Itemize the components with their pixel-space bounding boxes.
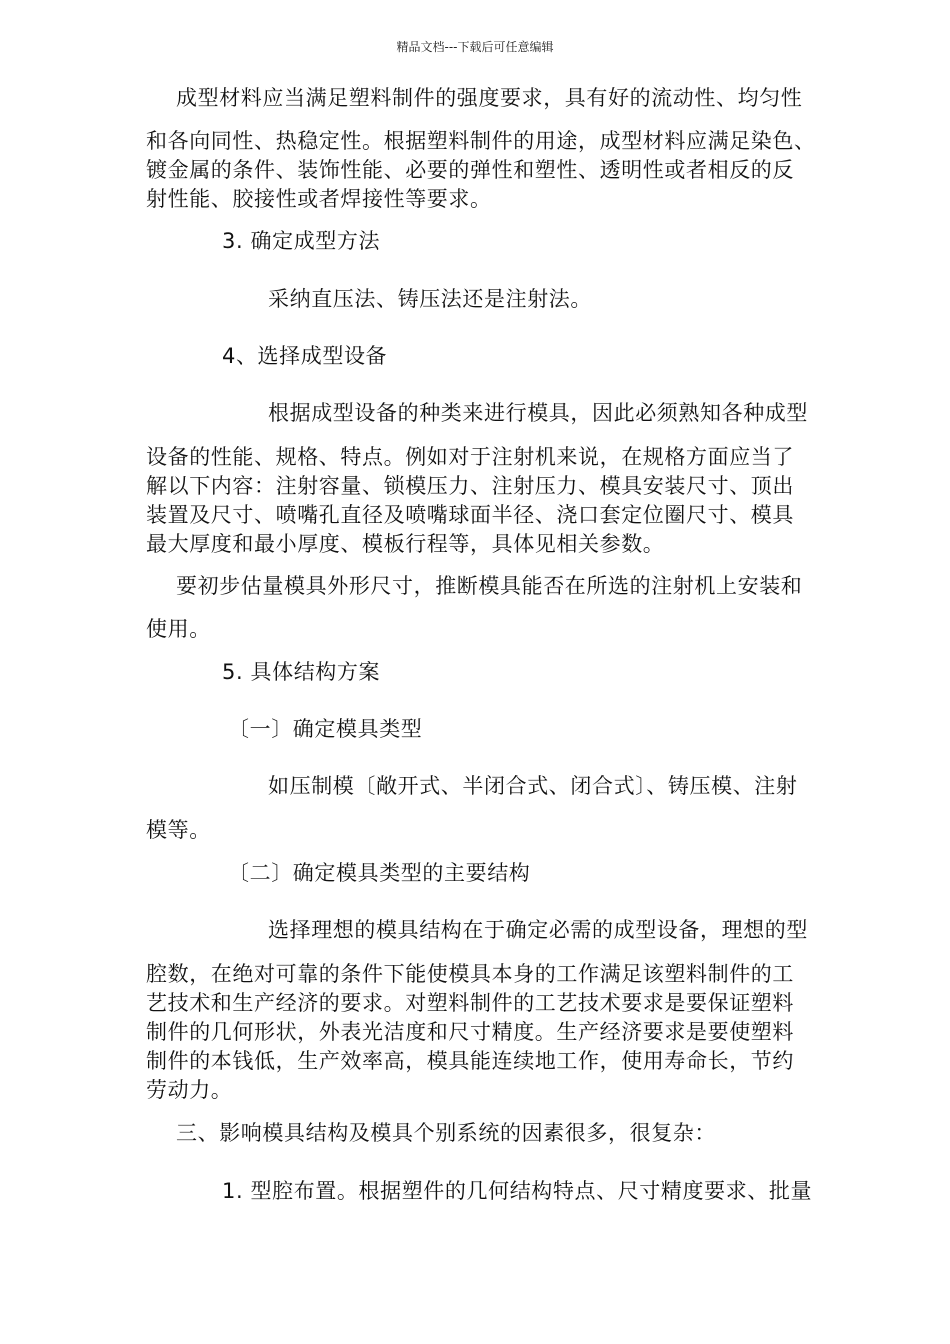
paragraph-line: 根据成型设备的种类来进行模具，因此必须熟知各种成型 — [268, 401, 808, 425]
paragraph-line: 腔数，在绝对可靠的条件下能使模具本身的工作满足该塑料制件的工 — [146, 962, 794, 986]
paragraph-line: 使用。 — [146, 617, 211, 641]
paragraph-line: 选择理想的模具结构在于确定必需的成型设备，理想的型 — [268, 918, 808, 942]
paragraph-line: 制件的本钱低，生产效率高，模具能连续地工作，使用寿命长，节约 — [146, 1049, 794, 1073]
paragraph-line: 制件的几何形状，外表光洁度和尺寸精度。生产经济要求是要使塑料 — [146, 1020, 794, 1044]
section-heading: 5. 具体结构方案 — [222, 660, 381, 684]
paragraph-line: 装置及尺寸、喷嘴孔直径及喷嘴球面半径、浇口套定位圈尺寸、模具 — [146, 503, 794, 527]
subsection-heading: 〔一〕确定模具类型 — [228, 717, 423, 741]
paragraph-line: 成型材料应当满足塑料制件的强度要求，具有好的流动性、均匀性 — [176, 86, 803, 110]
paragraph-line: 要初步估量模具外形尺寸，推断模具能否在所选的注射机上安装和 — [176, 574, 803, 598]
paragraph-line: 镀金属的条件、装饰性能、必要的弹性和塑性、透明性或者相反的反 — [146, 158, 794, 182]
paragraph-line: 最大厚度和最小厚度、模板行程等，具体见相关参数。 — [146, 532, 665, 556]
paragraph-line: 如压制模〔敞开式、半闭合式、闭合式〕、铸压模、注射 — [268, 774, 798, 798]
paragraph-line: 劳动力。 — [146, 1078, 233, 1102]
section-heading: 4、选择成型设备 — [222, 344, 388, 368]
subsection-heading: 〔二〕确定模具类型的主要结构 — [228, 861, 531, 885]
paragraph-line: 设备的性能、规格、特点。例如对于注射机来说，在规格方面应当了 — [146, 445, 794, 469]
paragraph-line: 模等。 — [146, 818, 211, 842]
section-heading: 三、影响模具结构及模具个别系统的因素很多，很复杂： — [176, 1121, 716, 1145]
paragraph-line: 采纳直压法、铸压法还是注射法。 — [268, 287, 592, 311]
section-heading: 3. 确定成型方法 — [222, 229, 381, 253]
paragraph-line: 1. 型腔布置。根据塑件的几何结构特点、尺寸精度要求、批量 — [222, 1179, 813, 1203]
page-header: 精品文档---下载后可任意编辑 — [396, 40, 554, 54]
paragraph-line: 和各向同性、热稳定性。根据塑料制件的用途，成型材料应满足染色、 — [146, 129, 816, 153]
paragraph-line: 艺技术和生产经济的要求。对塑料制件的工艺技术要求是要保证塑料 — [146, 991, 794, 1015]
paragraph-line: 解以下内容：注射容量、锁模压力、注射压力、模具安装尺寸、顶出 — [146, 474, 794, 498]
paragraph-line: 射性能、胶接性或者焊接性等要求。 — [146, 187, 492, 211]
